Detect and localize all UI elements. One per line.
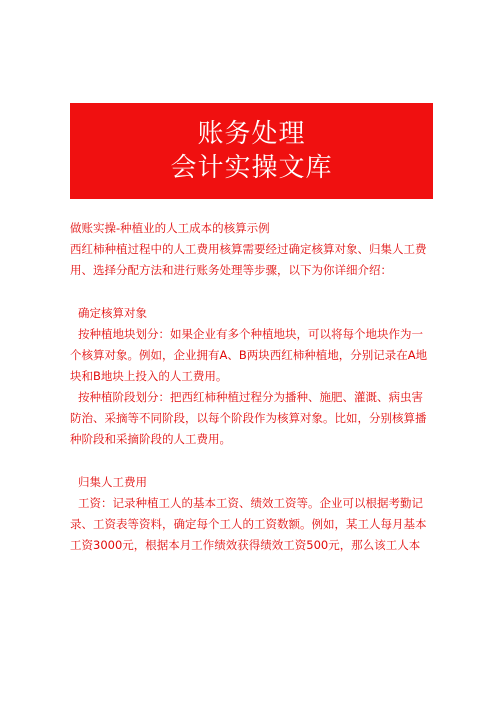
paragraph-line: 防治、采摘等不同阶段，以每个阶段作为核算对象。比如，分别核算播 bbox=[70, 411, 427, 425]
paragraph-line: 种阶段和采摘阶段的人工费用。 bbox=[70, 432, 231, 446]
paragraph-line: 工资：记录种植工人的基本工资、绩效工资等。企业可以根据考勤记 bbox=[78, 496, 423, 510]
section-heading: 确定核算对象 bbox=[78, 306, 147, 320]
section-heading: 归集人工费用 bbox=[78, 475, 147, 489]
banner-title-line2: 会计实操文库 bbox=[170, 153, 333, 183]
article-title: 做账实操-种植业的人工成本的核算示例 bbox=[70, 221, 270, 235]
paragraph-line: 录、工资表等资料，确定每个工人的工资数额。例如，某工人每月基本 bbox=[70, 517, 427, 531]
spacer bbox=[70, 450, 436, 472]
spacer bbox=[70, 281, 436, 303]
paragraph-line: 按种植地块划分：如果企业有多个种植地块，可以将每个地块作为一 bbox=[78, 327, 423, 341]
intro-line: 西红柿种植过程中的人工费用核算需要经过确定核算对象、归集人工费 bbox=[70, 242, 427, 256]
paragraph-line: 按种植阶段划分：把西红柿种植过程分为播种、施肥、灌溉、病虫害 bbox=[78, 390, 423, 404]
paragraph-line: 个核算对象。例如，企业拥有A、B两块西红柿种植地，分别记录在A地 bbox=[70, 348, 428, 362]
paragraph-line: 工资3000元，根据本月工作绩效获得绩效工资500元，那么该工人本 bbox=[70, 538, 421, 552]
title-banner bbox=[70, 103, 433, 199]
intro-line: 用、选择分配方法和进行账务处理等步骤，以下为你详细介绍： bbox=[70, 263, 392, 277]
paragraph-line: 块和B地块上投入的人工费用。 bbox=[70, 369, 228, 383]
banner-title-line1: 账务处理 bbox=[197, 119, 306, 149]
article-body bbox=[70, 218, 436, 556]
